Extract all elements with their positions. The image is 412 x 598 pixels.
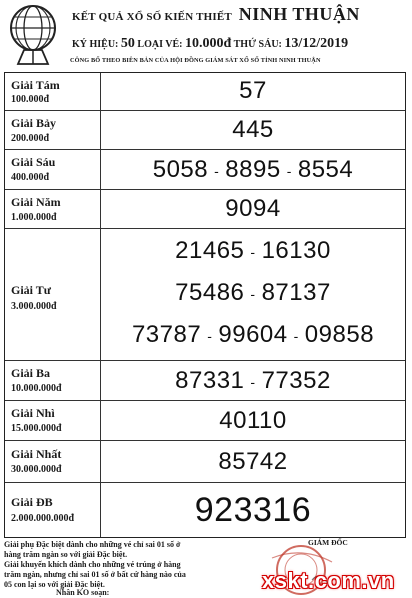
prize-numbers (101, 361, 405, 400)
site-watermark: xskt.com.vn (262, 568, 395, 593)
prize-amount: 200.000đ (11, 133, 50, 144)
prize-label-cell (5, 229, 101, 360)
ticket-label: LOẠI VÉ: (137, 39, 183, 50)
prize-amount: 30.000.000đ (11, 464, 62, 475)
prize-amount: 2.000.000.000đ (11, 513, 75, 524)
separator: - (207, 327, 213, 344)
separator: - (250, 373, 256, 390)
prize-numbers (101, 483, 405, 537)
prize-label-cell (5, 483, 101, 537)
header-note: CÔNG BỐ THEO BIÊN BẢN CỦA HỘI ĐỒNG GIÁM SÁT XỔ SỐ TỈNH NINH THUẬN (70, 57, 321, 64)
prize-numbers (101, 441, 405, 482)
prize-name: Giải ĐB (11, 495, 53, 509)
special-winning-number: 923316 (194, 491, 312, 529)
separator: - (250, 243, 256, 260)
results-table (4, 72, 406, 538)
prize-name: Giải Nhì (11, 406, 55, 420)
prize-name: Giải Sáu (11, 155, 56, 169)
prize-numbers (101, 190, 405, 228)
prize-amount: 3.000.000đ (11, 301, 57, 312)
prize-label-cell (5, 441, 101, 482)
footer-note-line: hàng trăm ngàn so với giải Đặc biệt. (4, 550, 128, 559)
separator: - (250, 285, 256, 302)
winning-number: 09858 (304, 321, 375, 348)
header-meta (72, 36, 406, 52)
winning-number: 85742 (218, 448, 288, 475)
winning-number: 8554 (297, 156, 354, 183)
prize-name: Giải Bảy (11, 116, 57, 130)
prize-label-cell (5, 361, 101, 400)
winning-number: 5058 (152, 156, 209, 183)
winning-number: 87137 (261, 279, 331, 306)
number-line (101, 367, 405, 395)
prize-name: Giải Năm (11, 195, 61, 209)
prepared-by: Nhân KO soạn: (56, 588, 110, 597)
prize-amount: 100.000đ (11, 94, 50, 105)
separator: - (293, 327, 299, 344)
day-label: THỨ SÁU: (233, 39, 282, 50)
footer-note-line: Giải phụ Đặc biệt dành cho những vé chỉ sai 01 số ở (4, 540, 181, 549)
prize-label-cell (5, 150, 101, 189)
prize-numbers (101, 150, 405, 189)
winning-number: 87331 (175, 367, 245, 394)
prize-name: Giải Tư (11, 283, 51, 297)
winning-number: 21465 (175, 237, 245, 264)
ticket-value: 10.000đ (185, 36, 232, 51)
number-line (101, 195, 405, 223)
symbol-label: KÝ HIỆU: (72, 39, 119, 50)
prize-label-cell (5, 190, 101, 228)
winning-number: 40110 (219, 407, 287, 434)
prize-amount: 10.000.000đ (11, 383, 62, 394)
winning-number: 73787 (131, 321, 202, 348)
prize-label-cell (5, 111, 101, 149)
prize-label-cell (5, 73, 101, 110)
prize-row-4 (5, 229, 405, 361)
prize-amount: 1.000.000đ (11, 212, 57, 223)
prize-row-2 (5, 401, 405, 441)
number-line (101, 491, 405, 530)
prize-row-8 (5, 73, 405, 111)
lottery-globe-logo (4, 2, 62, 68)
footer-note-line: trăm ngàn, nhưng chỉ sai 01 số ở bất cứ hàng nào của (4, 570, 186, 579)
prize-amount: 15.000.000đ (11, 423, 62, 434)
number-line (101, 448, 405, 476)
prize-row-3 (5, 361, 405, 401)
prize-numbers (101, 401, 405, 440)
number-line (101, 279, 405, 307)
prize-name: Giải Nhất (11, 447, 62, 461)
footer-notes (4, 540, 234, 590)
prize-row-7 (5, 111, 405, 150)
number-line (101, 156, 405, 184)
number-line (101, 116, 405, 144)
prize-amount: 400.000đ (11, 172, 50, 183)
prize-name: Giải Ba (11, 366, 51, 380)
symbol-value: 50 (120, 36, 135, 51)
prize-numbers (101, 73, 405, 110)
winning-number: 75486 (175, 279, 245, 306)
separator: - (286, 162, 292, 179)
number-line (101, 237, 405, 265)
number-line (101, 77, 405, 105)
prize-label-cell (5, 401, 101, 440)
number-line (101, 321, 405, 349)
winning-number: 57 (239, 77, 267, 104)
winning-number: 9094 (225, 195, 281, 222)
prize-numbers (101, 111, 405, 149)
province-name: NINH THUẬN (238, 4, 360, 24)
prize-numbers (101, 229, 405, 360)
prize-row-6 (5, 150, 405, 190)
winning-number: 99604 (218, 321, 288, 348)
director-title: GIÁM ĐỐC (308, 538, 348, 547)
winning-number: 16130 (261, 237, 331, 264)
header-title (72, 4, 406, 25)
winning-number: 77352 (261, 367, 331, 394)
winning-number: 8895 (225, 156, 281, 183)
prize-name: Giải Tám (11, 78, 60, 92)
number-line (101, 407, 405, 435)
footer-note-line: 05 con lại so với giải Đặc biệt. (4, 580, 105, 589)
winning-number: 445 (232, 116, 274, 143)
prize-row-1 (5, 441, 405, 483)
prize-row-special (5, 483, 405, 537)
footer-note-line: Giải khuyến khích dành cho những vé trúng ở hàng (4, 560, 181, 569)
separator: - (214, 162, 220, 179)
title-text: KẾT QUẢ XỔ SỐ KIẾN THIẾT (72, 11, 232, 23)
prize-row-5 (5, 190, 405, 229)
draw-date: 13/12/2019 (284, 36, 349, 51)
